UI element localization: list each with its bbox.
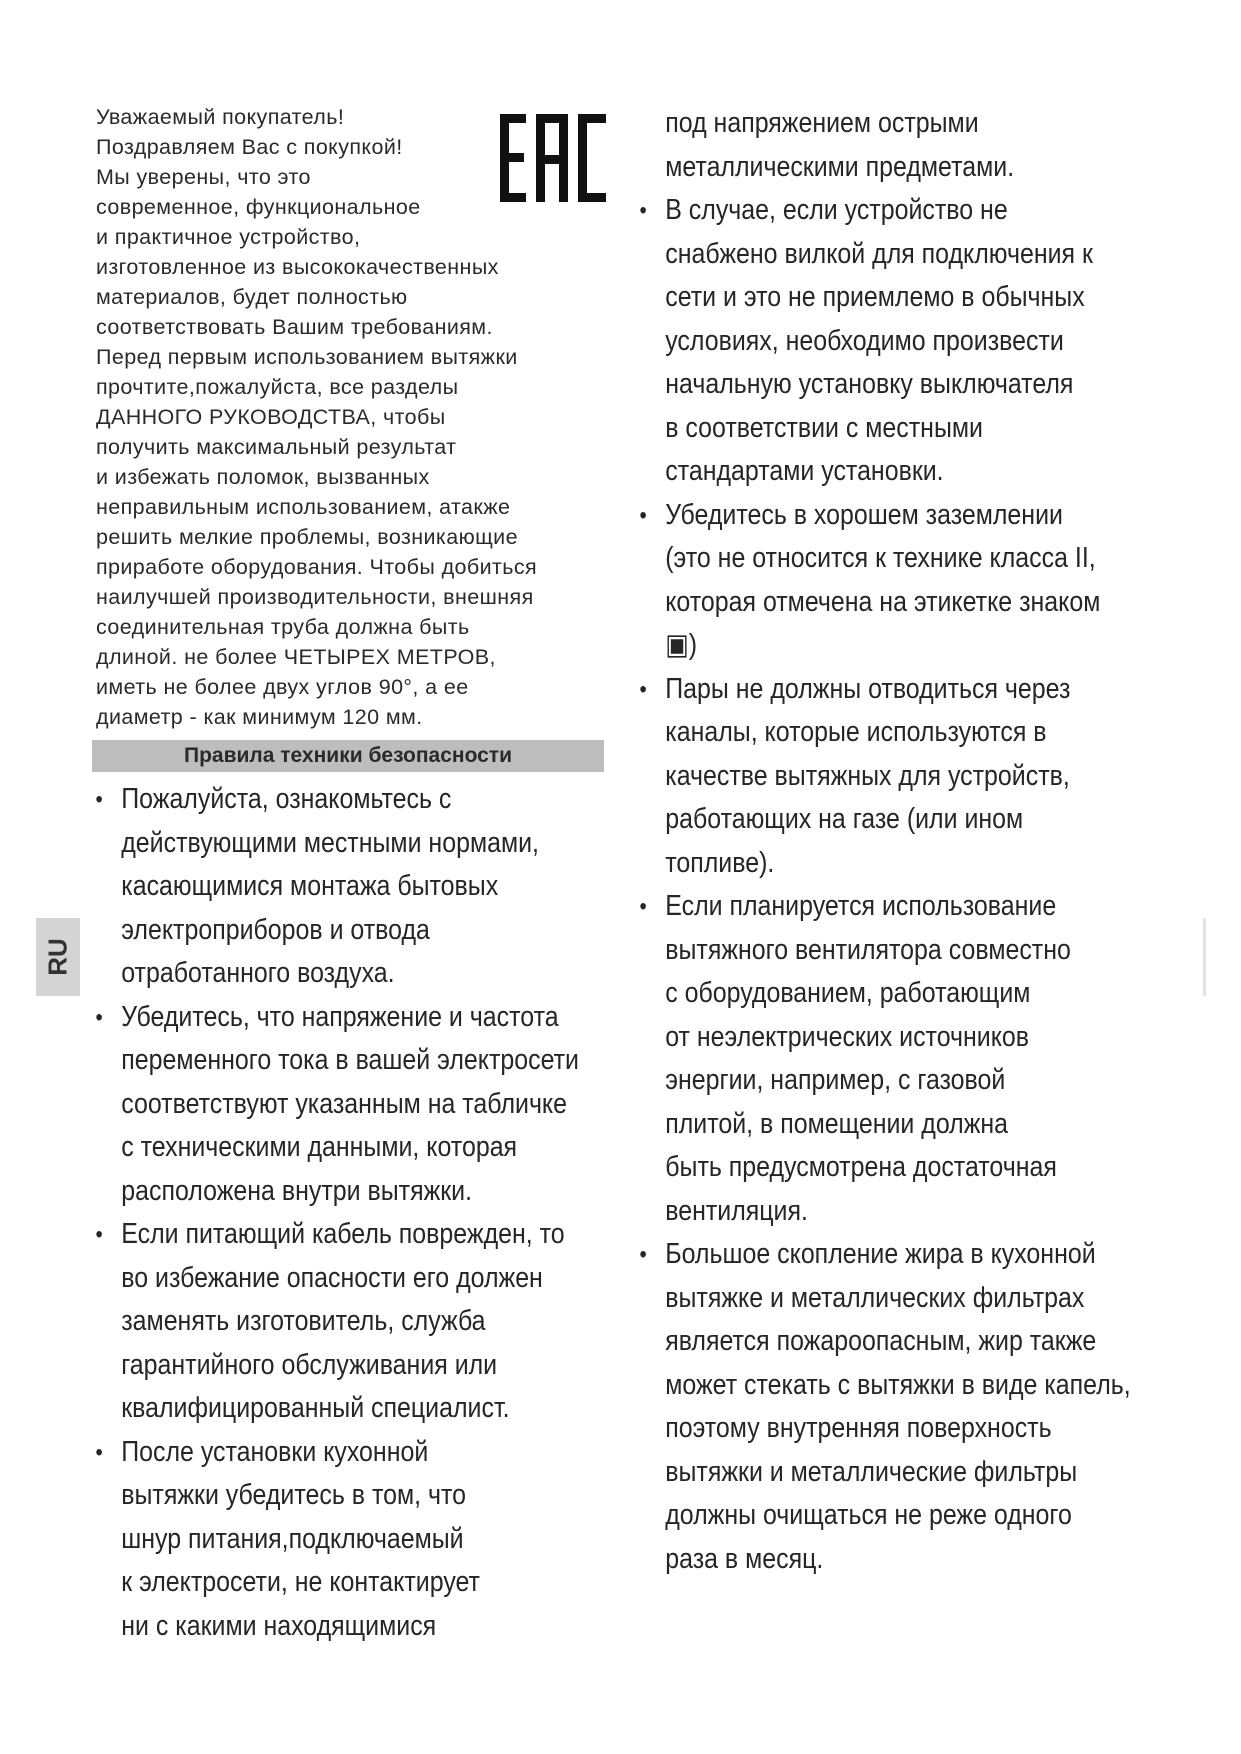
safety-rules-heading: Правила техники безопасности	[92, 740, 604, 772]
intro-line: иметь не более двух углов 90°, а ее	[96, 675, 469, 699]
intro-line: неправильным использованием, атакже	[96, 495, 511, 519]
intro-line: и избежать поломок, вызванных	[96, 465, 430, 489]
list-line: во избежание опасности его должен	[121, 1261, 543, 1294]
list-line: энергии, например, с газовой	[665, 1064, 1006, 1096]
list-line: стандартами установки.	[665, 455, 944, 487]
intro-line: решить мелкие проблемы, возникающие	[96, 525, 518, 549]
list-line: быть предусмотрена достаточная	[665, 1151, 1057, 1183]
intro-line: и практичное устройство,	[96, 225, 361, 249]
list-line: вытяжки и металлические фильтры	[665, 1455, 1078, 1488]
list-line: которая отмечена на этикетке знаком	[665, 585, 1101, 618]
list-line: под напряжением острыми	[665, 107, 979, 139]
list-line: вытяжного вентилятора совместно	[665, 933, 1071, 966]
list-line: гарантийного обслуживания или	[121, 1348, 498, 1381]
list-line: от неэлектрических источников	[665, 1020, 1030, 1053]
list-line: расположена внутри вытяжки.	[121, 1174, 473, 1207]
list-line: действующими местными нормами,	[121, 826, 539, 859]
list-line: раза в месяц.	[665, 1542, 824, 1575]
list-item: • Если питающий кабель поврежден, то	[92, 1213, 565, 1257]
list-line: отработанного воздуха.	[121, 957, 395, 989]
list-line: каналы, которые используются в	[665, 716, 1047, 748]
intro-line: изготовленное из высококачественных	[96, 255, 499, 279]
list-item: • После установки кухонной	[92, 1431, 565, 1475]
intro-line: Мы уверены, что это	[96, 165, 311, 189]
list-line: вытяжке и металлических фильтрах	[665, 1281, 1085, 1314]
intro-line: Перед первым использованием вытяжки	[96, 345, 518, 369]
list-line: с оборудованием, работающим	[665, 977, 1031, 1009]
list-line: является пожароопасным, жир также	[665, 1325, 1097, 1357]
intro-line: длиной. не более ЧЕТЫРЕХ МЕТРОВ,	[96, 645, 496, 669]
list-line: металлическими предметами.	[665, 150, 1015, 183]
list-line: к электросети, не контактирует	[121, 1566, 480, 1598]
list-line: условиях, необходимо произвести	[665, 324, 1064, 357]
list-line: вентиляция.	[665, 1194, 808, 1227]
list-line: квалифицированный специалист.	[121, 1392, 510, 1424]
list-line: должны очищаться не реже одного	[665, 1499, 1072, 1531]
list-item: • Большое скопление жира в кухонной	[636, 1233, 1131, 1277]
intro-line: соединительная труба должна быть	[96, 615, 470, 639]
list-item: • Пожалуйста, ознакомьтесь с	[92, 778, 565, 822]
list-line: может стекать с вытяжки в виде капель,	[665, 1368, 1131, 1401]
list-line: начальную установку выключателя	[665, 368, 1074, 400]
list-line: топливе).	[665, 846, 775, 879]
safety-list-right	[636, 102, 1211, 1582]
class-ii-symbol-line: ▣)	[665, 629, 698, 661]
list-line: вытяжки убедитесь в том, что	[121, 1479, 466, 1511]
list-item: • Если планируется использование	[636, 885, 1131, 929]
list-item: • Пары не должны отводиться через	[636, 668, 1131, 712]
intro-line: диаметр - как минимум 120 мм.	[96, 705, 423, 729]
intro-line: получить максимальный результат	[96, 435, 457, 459]
intro-line: Уважаемый покупатель!	[96, 105, 345, 129]
list-line: плитой, в помещении должна	[665, 1107, 1009, 1140]
intro-line: прочтите,пожалуйста, все разделы	[96, 375, 459, 399]
list-line: шнур питания,подключаемый	[121, 1522, 464, 1555]
list-line: качестве вытяжных для устройств,	[665, 759, 1070, 792]
list-line: в соответствии с местными	[665, 411, 983, 444]
list-line: сети и это не приемлемо в обычных	[665, 281, 1085, 313]
list-item: • В случае, если устройство не	[636, 189, 1131, 233]
eac-logo	[498, 112, 608, 204]
language-tab	[36, 918, 80, 996]
intro-line: приработе оборудования. Чтобы добиться	[96, 555, 538, 579]
safety-list-left	[92, 778, 642, 1648]
intro-line: Поздравляем Вас с покупкой!	[96, 135, 403, 159]
intro-line: материалов, будет полностью	[96, 285, 408, 309]
list-line: (это не относится к технике класса II,	[665, 542, 1096, 574]
language-tab-label: RU	[42, 938, 73, 976]
list-line: с техническими данными, которая	[121, 1131, 518, 1163]
list-line: работающих на газе (или ином	[665, 803, 1024, 835]
intro-line: наилучшей производительности, внешняя	[96, 585, 534, 609]
list-line: ни с какими находящимися	[121, 1609, 437, 1642]
list-item: • Убедитесь, что напряжение и частота	[92, 996, 565, 1040]
list-line: касающимися монтажа бытовых	[121, 870, 499, 902]
list-line: электроприборов и отвода	[121, 913, 430, 946]
list-line: снабжено вилкой для подключения к	[665, 237, 1093, 270]
list-line: переменного тока в вашей электросети	[121, 1044, 580, 1076]
intro-line: соответствовать Вашим требованиям.	[96, 315, 493, 339]
intro-line: ДАННОГО РУКОВОДСТВА, чтобы	[96, 405, 446, 429]
list-line: соответствуют указанным на табличке	[121, 1087, 568, 1120]
list-line: поэтому внутренняя поверхность	[665, 1412, 1052, 1444]
list-line: заменять изготовитель, служба	[121, 1305, 486, 1337]
list-item: • Убедитесь в хорошем заземлении	[636, 494, 1131, 538]
intro-line: современное, функциональное	[96, 195, 421, 219]
